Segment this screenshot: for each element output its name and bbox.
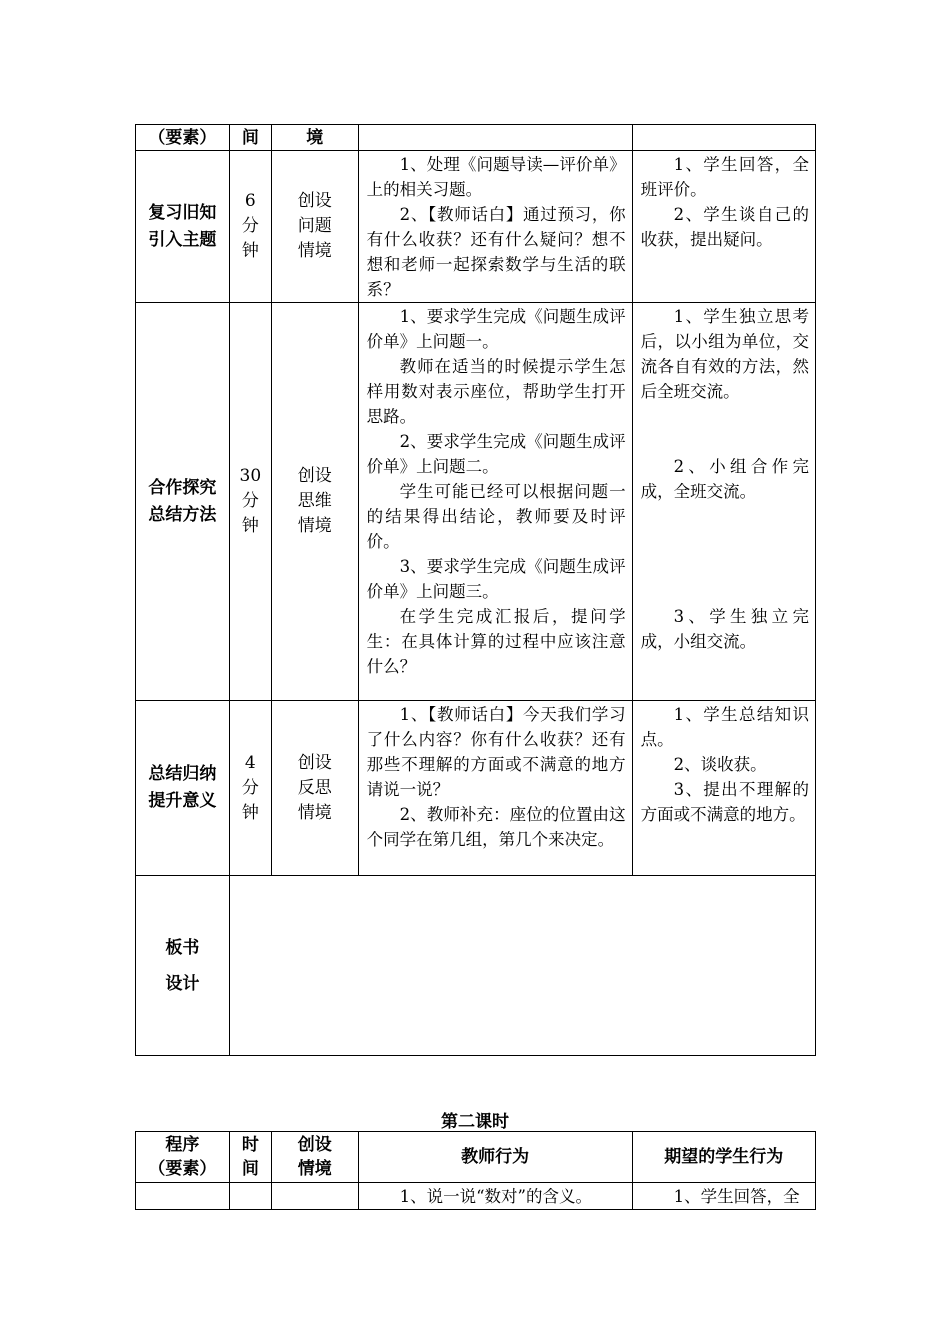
table-row-board-design: [136, 876, 816, 1056]
teacher-cell: [358, 1183, 632, 1210]
teacher-paragraph: 1、说一说“数对”的含义。: [399, 1187, 592, 1206]
scene-line: 思维: [297, 491, 332, 511]
table-row: [136, 1183, 816, 1210]
scene-line: 情境: [297, 516, 332, 536]
header-time: [229, 1132, 271, 1183]
board-label-line: 板书: [165, 937, 200, 958]
teacher-cell: [358, 701, 632, 876]
header-scene: 境: [271, 125, 358, 151]
student-paragraph: 3、提出不理解的方面或不满意的地方。: [640, 780, 809, 824]
scene-line: 创设: [297, 191, 332, 211]
section-title: 第二课时: [441, 1112, 509, 1132]
header-line: 时: [241, 1135, 259, 1155]
spacer: [641, 404, 809, 454]
student-paragraph: 1、学生独立思考后，以小组为单位，交流各自有效的方法，然后全班交流。: [640, 307, 809, 401]
student-paragraph: 1、学生回答，全: [673, 1187, 800, 1206]
lesson-plan-table-1: [135, 124, 816, 1056]
teacher-paragraph: 1、【教师话白】今天我们学习了什么内容？你有什么收获？还有那些不理解的方面或不满意的地方请说一说？: [366, 705, 626, 799]
stage-cell: [136, 303, 230, 701]
header-student: 期望的学生行为: [632, 1132, 815, 1183]
teacher-cell: [358, 151, 632, 303]
header-line: 间: [241, 1159, 259, 1179]
stage-line: 总结归纳: [148, 764, 217, 784]
time-line: 钟: [241, 516, 259, 536]
student-paragraph: 3、学生独立完成，小组交流。: [640, 607, 809, 651]
stage-cell: [136, 701, 230, 876]
scene-cell: [271, 701, 358, 876]
spacer: [641, 554, 809, 604]
stage-line: 提升意义: [148, 791, 217, 811]
time-cell: [229, 1183, 271, 1210]
scene-cell: [271, 1183, 358, 1210]
student-paragraph: 1、学生回答，全班评价。: [640, 155, 809, 199]
scene-line: 创设: [297, 466, 332, 486]
stage-line: 总结方法: [148, 504, 217, 525]
header-line: 创设: [297, 1135, 332, 1155]
scene-cell: [271, 303, 358, 701]
scene-line: 情境: [297, 241, 332, 261]
header-elements: （要素）: [136, 125, 230, 151]
student-cell: [632, 701, 815, 876]
stage-line: 合作探究: [148, 477, 217, 498]
table-row-review: [136, 151, 816, 303]
teacher-cell: [358, 303, 632, 701]
scene-line: 创设: [297, 752, 332, 773]
time-cell: [229, 303, 271, 701]
student-paragraph: 2、学生谈自己的收获，提出疑问。: [640, 205, 809, 249]
student-cell: [632, 1183, 815, 1210]
board-content-cell: [229, 876, 815, 1056]
stage-cell: [136, 151, 230, 303]
header-line: 情境: [297, 1159, 332, 1179]
student-cell: [632, 303, 815, 701]
table2-header-row: [136, 1132, 816, 1183]
time-line: 分: [241, 491, 259, 511]
time-line: 钟: [241, 802, 259, 823]
scene-cell: [271, 151, 358, 303]
scene-line: 反思: [297, 777, 332, 798]
header-teacher: 教师行为: [358, 1132, 632, 1183]
teacher-paragraph: 2、要求学生完成《问题生成评价单》上问题二。: [366, 432, 626, 476]
spacer: [641, 504, 809, 554]
time-cell: [229, 151, 271, 303]
teacher-paragraph: 2、教师补充：座位的位置由这个同学在第几组，第几个来决定。: [366, 805, 626, 849]
teacher-paragraph: 学生可能已经可以根据问题一的结果得出结论，教师要及时评价。: [366, 482, 626, 551]
teacher-paragraph: 3、要求学生完成《问题生成评价单》上问题三。: [366, 557, 626, 601]
header-line: 程序: [165, 1135, 200, 1155]
time-line: 6: [244, 191, 256, 211]
stage-line: 复习旧知: [148, 202, 217, 223]
teacher-paragraph: 1、处理《问题导读—评价单》上的相关习题。: [366, 155, 626, 199]
student-paragraph: 1、学生总结知识点。: [640, 705, 809, 749]
header-student: [632, 125, 815, 151]
teacher-paragraph: 2、【教师话白】通过预习，你有什么收获？还有什么疑问？想不想和老师一起探索数学与生活的联系？: [366, 205, 626, 299]
time-cell: [229, 701, 271, 876]
table-row-explore: [136, 303, 816, 701]
stage-line: 引入主题: [148, 229, 217, 250]
header-time: 间: [229, 125, 271, 151]
student-paragraph: 2、小组合作完成，全班交流。: [640, 457, 809, 501]
header-line: （要素）: [148, 1159, 217, 1179]
time-line: 4: [244, 752, 256, 773]
student-cell: [632, 151, 815, 303]
scene-line: 情境: [297, 802, 332, 823]
header-teacher: [358, 125, 632, 151]
board-label-cell: [136, 876, 230, 1056]
teacher-paragraph: 在学生完成汇报后，提问学生：在具体计算的过程中应该注意什么？: [366, 607, 626, 676]
table-row-summary: [136, 701, 816, 876]
scene-line: 问题: [297, 216, 332, 236]
time-line: 30: [239, 466, 262, 486]
student-paragraph: 2、谈收获。: [673, 755, 767, 774]
lesson-plan-table-2: [135, 1131, 816, 1210]
time-line: 分: [241, 777, 259, 798]
time-line: 分: [241, 216, 259, 236]
header-elements: [136, 1132, 230, 1183]
header-scene: [271, 1132, 358, 1183]
teacher-paragraph: 1、要求学生完成《问题生成评价单》上问题一。: [366, 307, 626, 351]
teacher-paragraph: 教师在适当的时候提示学生怎样用数对表示座位，帮助学生打开思路。: [366, 357, 626, 426]
stage-cell: [136, 1183, 230, 1210]
time-line: 钟: [241, 241, 259, 261]
board-label-line: 设计: [165, 973, 200, 994]
table1-header-row: [136, 125, 816, 151]
